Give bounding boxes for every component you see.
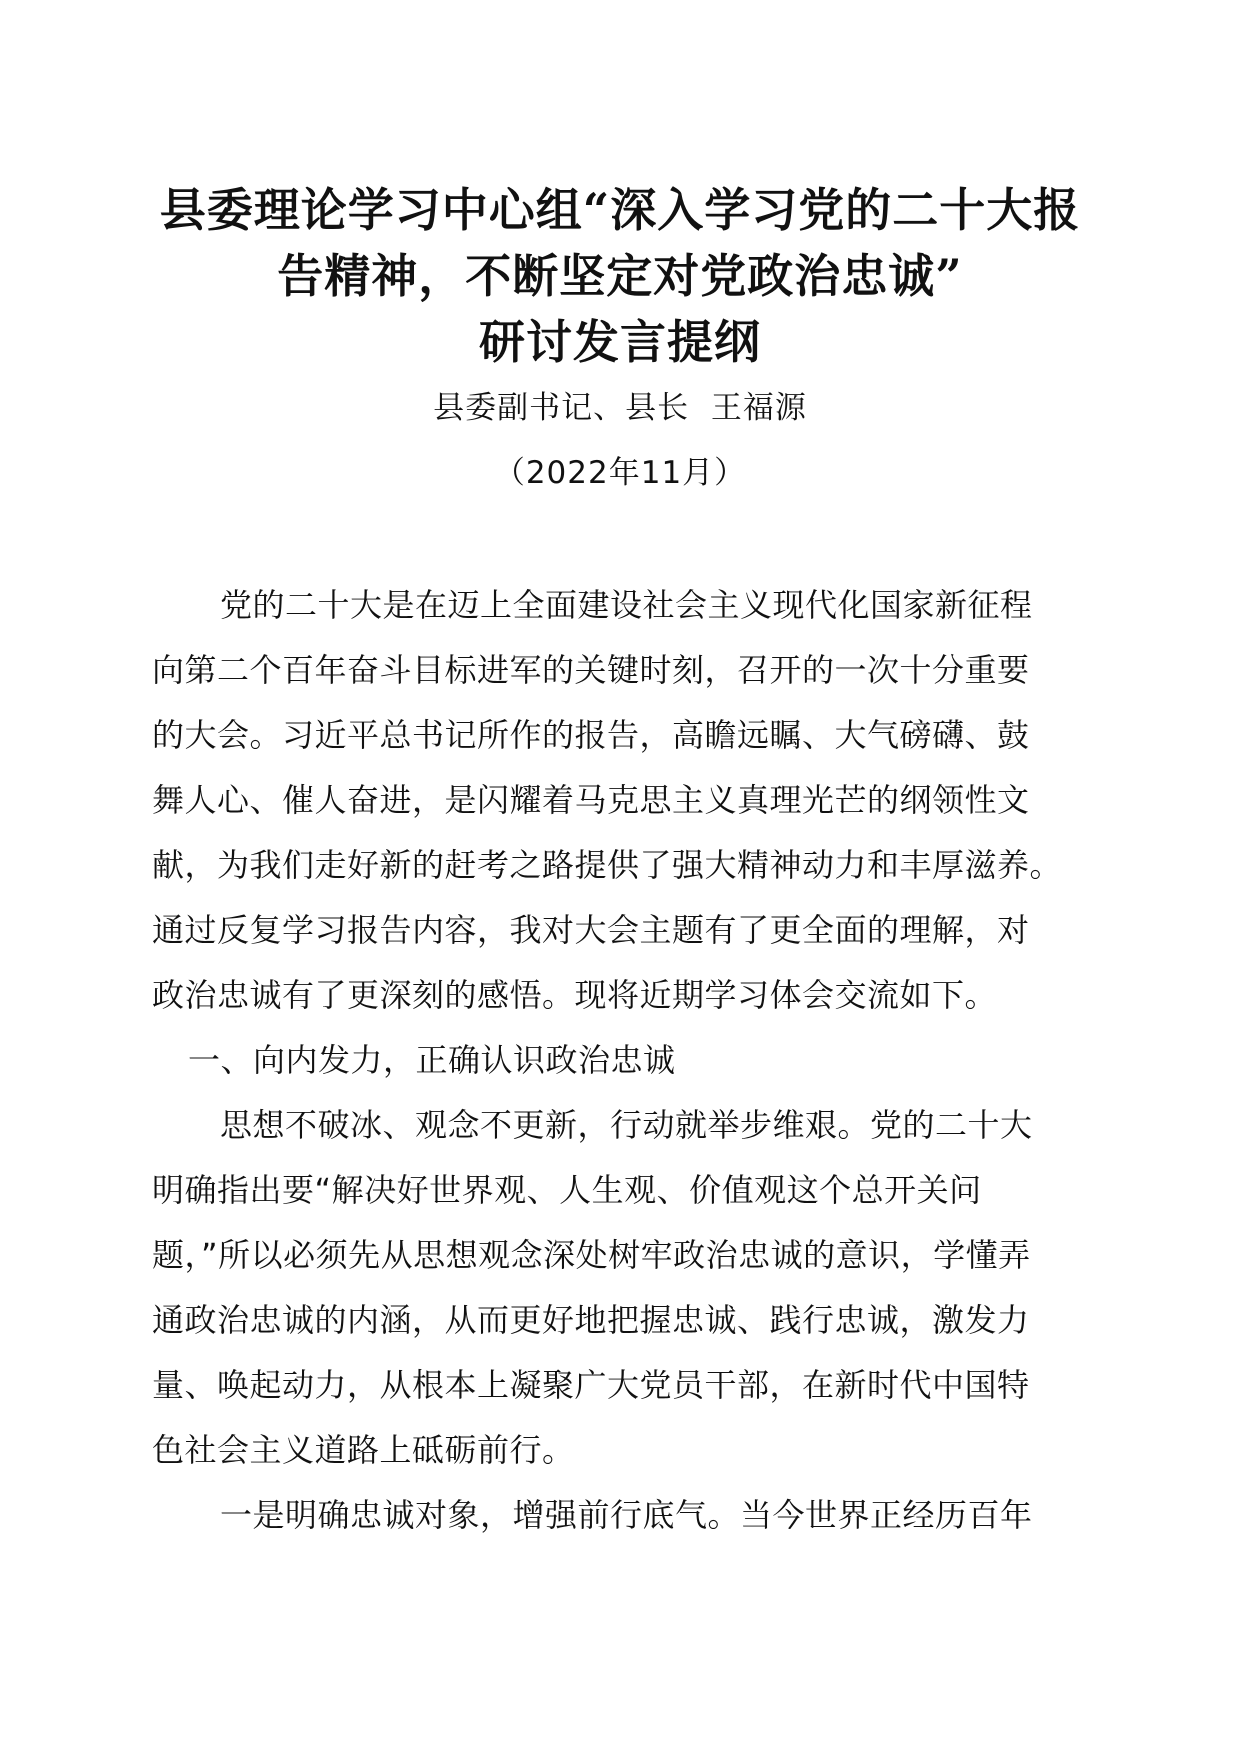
body-line: 通过反复学习报告内容，我对大会主题有了更全面的理解，对: [152, 911, 1030, 949]
body-line: 向第二个百年奋斗目标进军的关键时刻，召开的一次十分重要: [152, 651, 1030, 689]
body-line: 舞人心、催人奋进，是闪耀着马克思主义真理光芒的纲领性文: [152, 781, 1030, 819]
title-line-3: 研讨发言提纲: [479, 315, 761, 369]
body-line: 政治忠诚有了更深刻的感悟。现将近期学习体会交流如下。: [152, 976, 998, 1014]
body-line: 色社会主义道路上砥砺前行。: [152, 1431, 575, 1469]
body-line: 一是明确忠诚对象，增强前行底气。当今世界正经历百年: [220, 1496, 1033, 1534]
title-line-1: 县委理论学习中心组“深入学习党的二十大报: [159, 183, 1081, 237]
body-line: 通政治忠诚的内涵，从而更好地把握忠诚、践行忠诚，激发力: [152, 1301, 1030, 1339]
body-line: 党的二十大是在迈上全面建设社会主义现代化国家新征程: [220, 586, 1033, 624]
body-line: 献，为我们走好新的赶考之路提供了强大精神动力和丰厚滋养。: [152, 846, 1063, 884]
title-line-2: 告精神，不断坚定对党政治忠诚”: [277, 249, 963, 303]
date-line: （2022年11月）: [493, 455, 747, 491]
body-line: 量、唤起动力，从根本上凝聚广大党员干部，在新时代中国特: [152, 1366, 1030, 1404]
body-line: 明确指出要“解决好世界观、人生观、价值观这个总开关问: [152, 1171, 982, 1209]
section-heading: 一、向内发力，正确认识政治忠诚: [188, 1041, 676, 1079]
body-line: 题，”所以必须先从思想观念深处树牢政治忠诚的意识，学懂弄: [152, 1236, 1031, 1274]
body-line: 的大会。习近平总书记所作的报告，高瞻远瞩、大气磅礴、鼓: [152, 716, 1030, 754]
author-line: 县委副书记、县长 王福源: [433, 390, 807, 426]
body-line: 思想不破冰、观念不更新，行动就举步维艰。党的二十大: [220, 1106, 1033, 1144]
